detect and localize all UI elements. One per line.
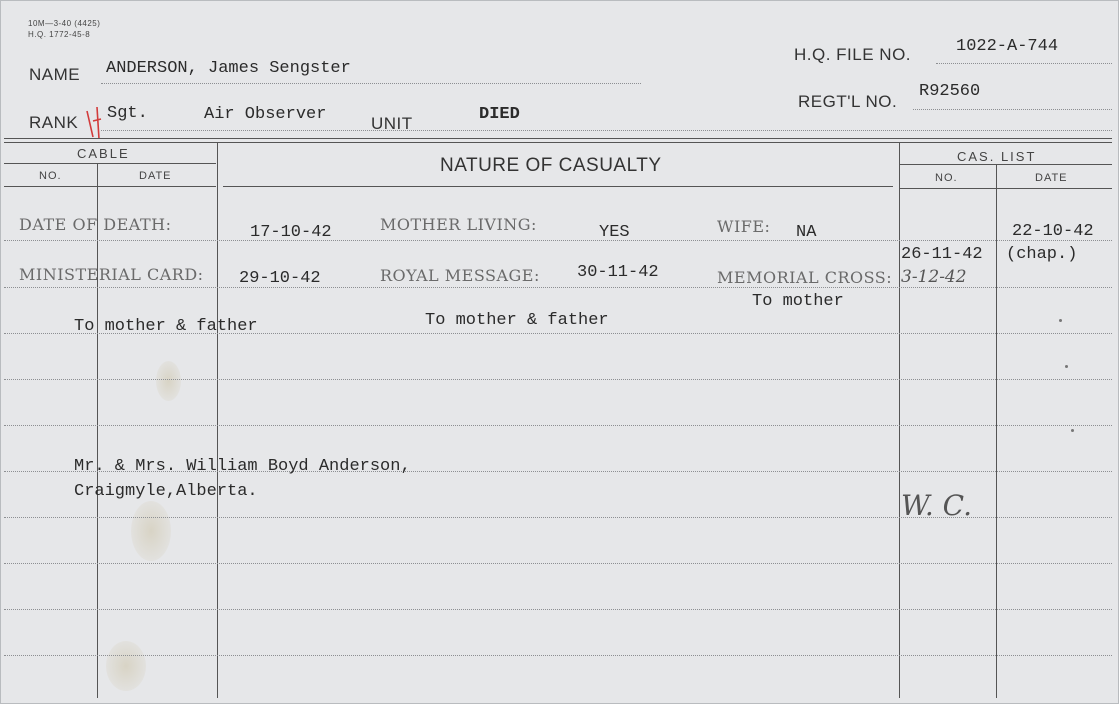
- print-code: 10M—3-40 (4425): [28, 19, 101, 28]
- regtl-value: R92560: [919, 82, 981, 101]
- cable-no-header: NO.: [39, 170, 62, 182]
- cas-date-header: DATE: [1035, 172, 1068, 184]
- stain-mark: [131, 501, 171, 561]
- mother-living-value: YES: [599, 223, 630, 242]
- unit-label: UNIT: [371, 114, 413, 133]
- handwritten-initials: W. C.: [901, 489, 973, 522]
- trade-value: Air Observer: [204, 105, 327, 124]
- cas-no-1: 26-11-42: [901, 245, 983, 264]
- ministerial-card-value: 29-10-42: [239, 269, 321, 288]
- cas-no-header: NO.: [935, 172, 958, 184]
- date-of-death-label: DATE OF DEATH:: [19, 215, 172, 234]
- cas-date-2: (chap.): [1006, 245, 1078, 264]
- wife-value: NA: [796, 223, 817, 242]
- address-line-2: Craigmyle,Alberta.: [74, 482, 258, 501]
- royal-message-value: 30-11-42: [577, 263, 659, 282]
- regtl-label: REGT'L NO.: [798, 92, 898, 111]
- name-value: ANDERSON, James Sengster: [106, 59, 351, 78]
- ink-speck: [1059, 319, 1062, 322]
- cas-no-2-handwritten: 3-12-42: [901, 267, 967, 287]
- royal-message-to: To mother & father: [425, 311, 609, 330]
- ink-speck: [1065, 365, 1068, 368]
- cas-date-1: 22-10-42: [1012, 222, 1094, 241]
- memorial-cross-to: To mother: [752, 292, 844, 311]
- rank-label: RANK: [29, 113, 79, 132]
- red-check-mark: [83, 103, 107, 141]
- cable-header: CABLE: [77, 146, 130, 161]
- name-label: NAME: [29, 65, 81, 84]
- print-code: H.Q. 1772-45-8: [28, 30, 91, 39]
- wife-label: WIFE:: [717, 217, 771, 236]
- royal-message-label: ROYAL MESSAGE:: [380, 266, 540, 285]
- hq-file-value: 1022-A-744: [956, 37, 1059, 56]
- ministerial-card-label: MINISTERIAL CARD:: [19, 265, 204, 284]
- ministerial-card-to: To mother & father: [74, 317, 258, 336]
- memorial-cross-label: MEMORIAL CROSS:: [717, 268, 893, 287]
- cable-date-header: DATE: [139, 170, 172, 182]
- nature-header: NATURE OF CASUALTY: [440, 155, 662, 176]
- ink-speck: [1071, 429, 1074, 432]
- stain-mark: [156, 361, 181, 401]
- unit-status: DIED: [479, 105, 520, 124]
- rank-value: Sgt.: [107, 104, 148, 123]
- date-of-death-value: 17-10-42: [250, 223, 332, 242]
- mother-living-label: MOTHER LIVING:: [380, 215, 537, 234]
- address-line-1: Mr. & Mrs. William Boyd Anderson,: [74, 457, 411, 476]
- stain-mark: [106, 641, 146, 691]
- hq-file-label: H.Q. FILE NO.: [794, 45, 912, 64]
- cas-list-header: CAS. LIST: [957, 149, 1037, 164]
